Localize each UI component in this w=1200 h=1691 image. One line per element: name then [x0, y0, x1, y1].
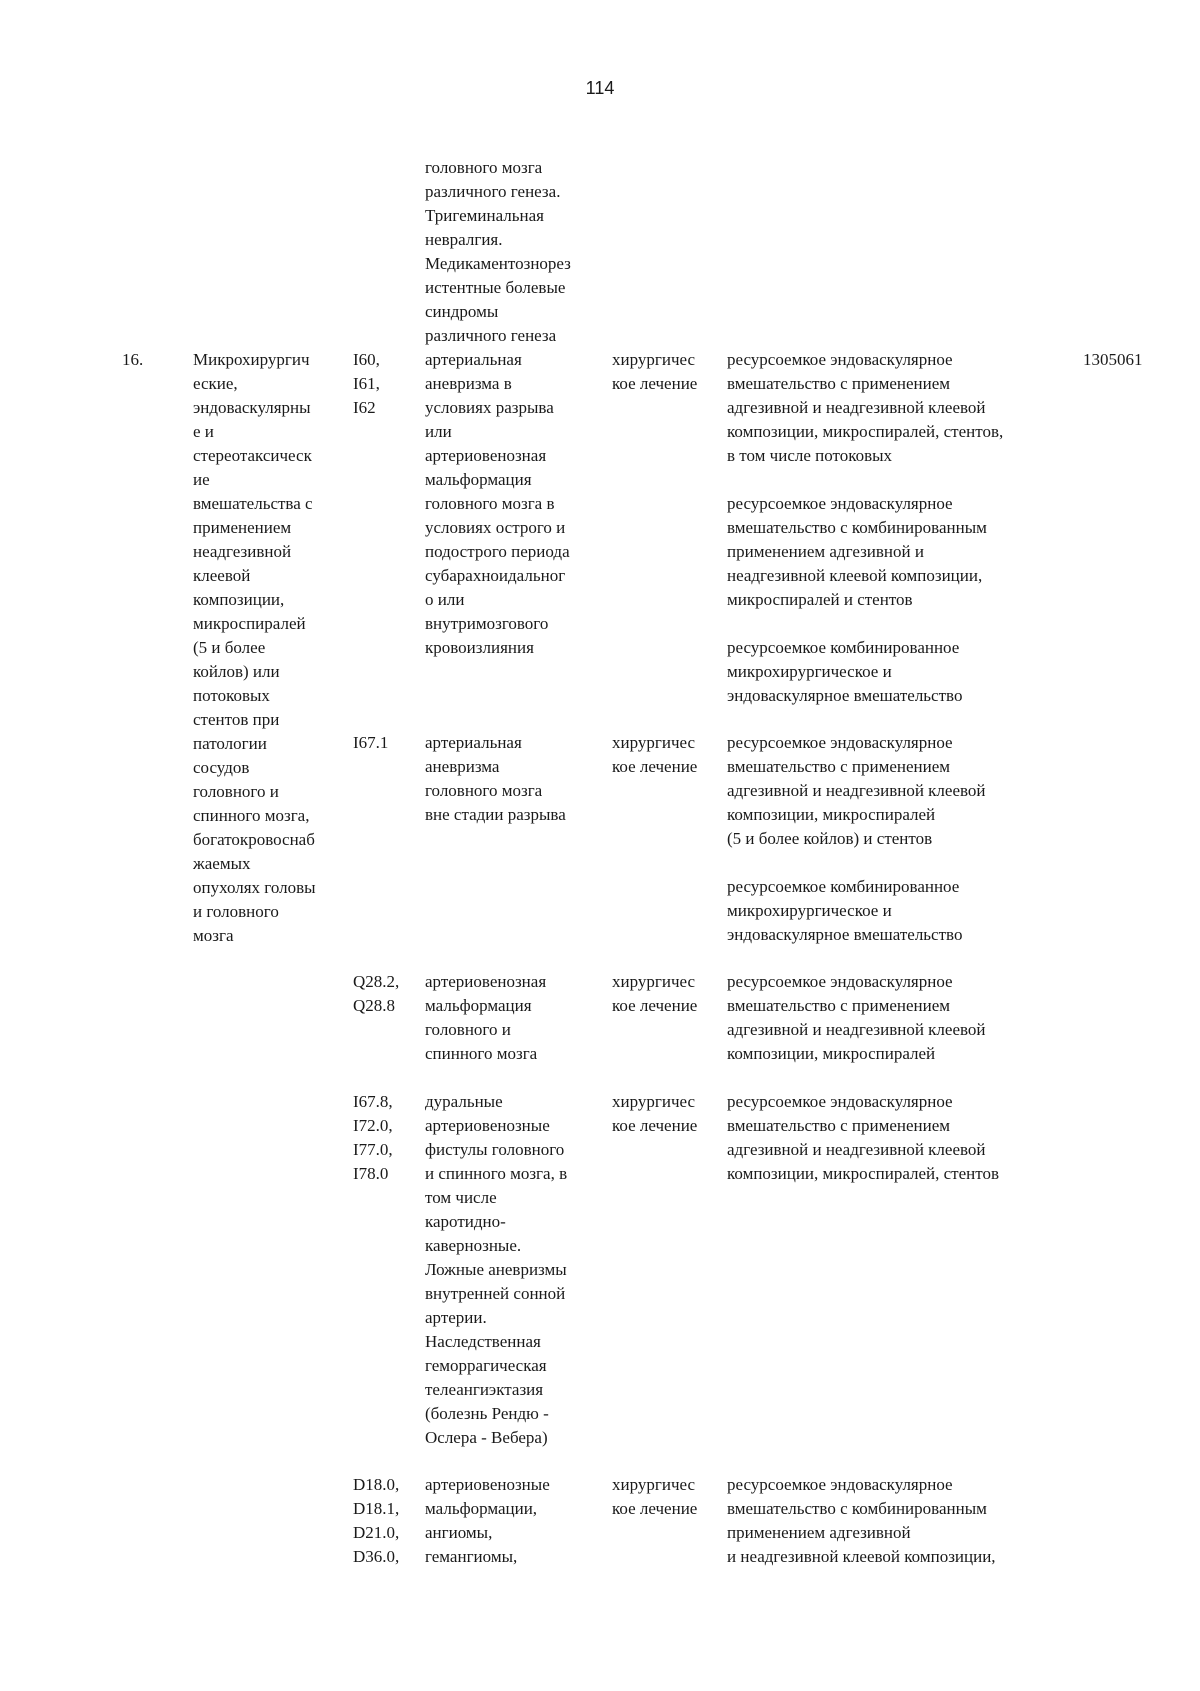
row-treatment: хирургичес кое лечение [612, 1475, 698, 1518]
entry-name: Микрохирургич еские, эндоваскулярны е и стереотаксическ ие вмешательства с применением неадгезивной клеевой композиции, микроспиралей (5 и более койлов) или потоковых стентов при патологии сосудов головного и спинного мозга, богатокровоснаб жаемых опухолях головы и головного мозга [193, 350, 316, 945]
row-method: ресурсоемкое комбинированное микрохирургическое и эндоваскулярное вмешательство [727, 638, 963, 705]
row-diagnosis: артериовенозные мальформации, ангиомы, гемангиомы, [425, 1475, 550, 1566]
row-treatment: хирургичес кое лечение [612, 972, 698, 1015]
entry-number: 16. [122, 350, 144, 369]
row-method: ресурсоемкое эндоваскулярное вмешательство с применением адгезивной и неадгезивной клеевой композиции, микроспиралей (5 и более койлов) и стентов [727, 733, 986, 848]
page-number: 114 [585, 78, 615, 98]
row-codes: D18.0, D18.1, D21.0, D36.0, [353, 1475, 400, 1566]
row-treatment: хирургичес кое лечение [612, 350, 698, 393]
row-method: ресурсоемкое эндоваскулярное вмешательство с применением адгезивной и неадгезивной клеевой композиции, микроспиралей, стентов, в том числе потоковых [727, 350, 1004, 465]
row-codes: I60, I61, I62 [353, 350, 380, 417]
row-diagnosis: артериальная аневризма головного мозга вне стадии разрыва [425, 733, 566, 824]
row-method: ресурсоемкое эндоваскулярное вмешательство с комбинированным применением адгезивной и неадгезивной клеевой композиции, [727, 1475, 996, 1566]
row-diagnosis: артериовенозная мальформация головного и спинного мозга [425, 972, 547, 1063]
entry-cost: 1305061 [1083, 350, 1143, 369]
continuation-diagnosis: головного мозга различного генеза. Тригеминальная невралгия. Медикаментознорез истентные болевые синдромы различного генеза [425, 158, 571, 345]
row-codes: I67.8, I72.0, I77.0, I78.0 [353, 1092, 393, 1183]
row-method: ресурсоемкое эндоваскулярное вмешательство с применением адгезивной и неадгезивной клеевой композиции, микроспиралей, стентов [727, 1092, 999, 1183]
row-method: ресурсоемкое эндоваскулярное вмешательство с применением адгезивной и неадгезивной клеевой композиции, микроспиралей [727, 972, 986, 1063]
row-method: ресурсоемкое эндоваскулярное вмешательство с комбинированным применением адгезивной и неадгезивной клеевой композиции, микроспиралей и стентов [727, 494, 987, 609]
row-method: ресурсоемкое комбинированное микрохирургическое и эндоваскулярное вмешательство [727, 877, 963, 944]
row-codes: Q28.2, Q28.8 [353, 972, 400, 1015]
row-treatment: хирургичес кое лечение [612, 1092, 698, 1135]
row-diagnosis: артериальная аневризма в условиях разрыва или артериовенозная мальформация головного мозга в условиях острого и подострого периода субарахноидальног о или внутримозгового кровоизлияния [425, 350, 570, 657]
row-codes: I67.1 [353, 733, 389, 752]
row-treatment: хирургичес кое лечение [612, 733, 698, 776]
row-diagnosis: дуральные артериовенозные фистулы головного и спинного мозга, в том числе каротидно- кавернозные. Ложные аневризмы внутренней сонной артерии. Наследственная геморрагическая телеангиэктазия (болезнь Рендю - Ослера - Вебера) [425, 1092, 568, 1447]
